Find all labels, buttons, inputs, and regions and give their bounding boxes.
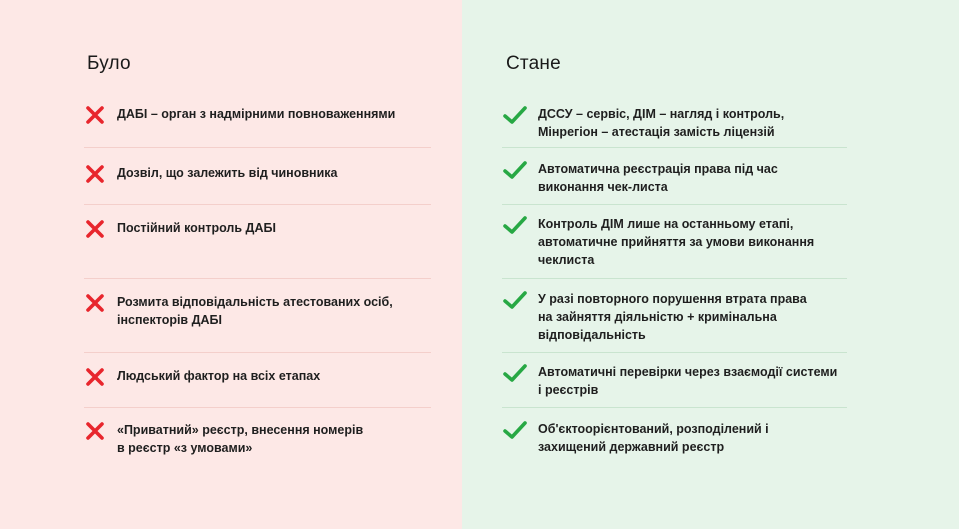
before-item-text: Людський фактор на всіх етапах [117,369,321,383]
after-title: Стане [506,53,561,74]
before-item [84,164,432,185]
divider [502,278,847,279]
before-item-text: «Приватний» реєстр, внесення номерів в реєстр «з умовами» [117,423,364,455]
after-item-text: Автоматична реєстрація права під час виконання чек-листа [538,162,778,194]
before-item [84,293,432,329]
divider [502,407,847,408]
cross-icon [84,104,106,126]
divider [84,204,431,205]
divider [84,352,431,353]
before-title: Було [87,53,131,74]
before-item-text: Постійний контроль ДАБІ [117,221,276,235]
check-icon [502,362,528,384]
after-item-text: Об'єктоорієнтований, розподілений і захищений державний реєстр [538,422,769,454]
check-icon [502,214,528,236]
check-icon [502,159,528,181]
cross-icon [84,218,106,240]
after-item [502,290,872,344]
cross-icon [84,420,106,442]
after-item [502,215,872,269]
after-item [502,105,872,141]
divider [84,278,431,279]
before-item-text: ДАБІ – орган з надмірними повноваженнями [117,107,396,121]
check-icon [502,419,528,441]
cross-icon [84,292,106,314]
divider [502,204,847,205]
before-item [84,105,432,126]
after-item-text: У разі повторного порушення втрата права на зайняття діяльністю + кримінальна відповідальність [538,292,807,342]
after-item-text: Контроль ДІМ лише на останньому етапі, автоматичне прийняття за умови виконання чеклиста [538,217,815,267]
divider [502,352,847,353]
check-icon [502,104,528,126]
after-item [502,160,872,196]
divider [84,407,431,408]
after-item-text: ДССУ – сервіс, ДІМ – нагляд і контроль, Мінрегіон – атестація замість ліцензій [538,107,785,139]
after-item [502,363,872,399]
before-item [84,219,432,240]
check-icon [502,289,528,311]
after-item [502,420,872,456]
divider [84,147,431,148]
before-item [84,421,432,457]
cross-icon [84,163,106,185]
after-item-text: Автоматичні перевірки через взаємодії системи і реєстрів [538,365,838,397]
before-item-text: Розмита відповідальність атестованих осіб, інспекторів ДАБІ [117,295,393,327]
before-item [84,367,432,388]
before-item-text: Дозвіл, що залежить від чиновника [117,166,338,180]
divider [502,147,847,148]
cross-icon [84,366,106,388]
